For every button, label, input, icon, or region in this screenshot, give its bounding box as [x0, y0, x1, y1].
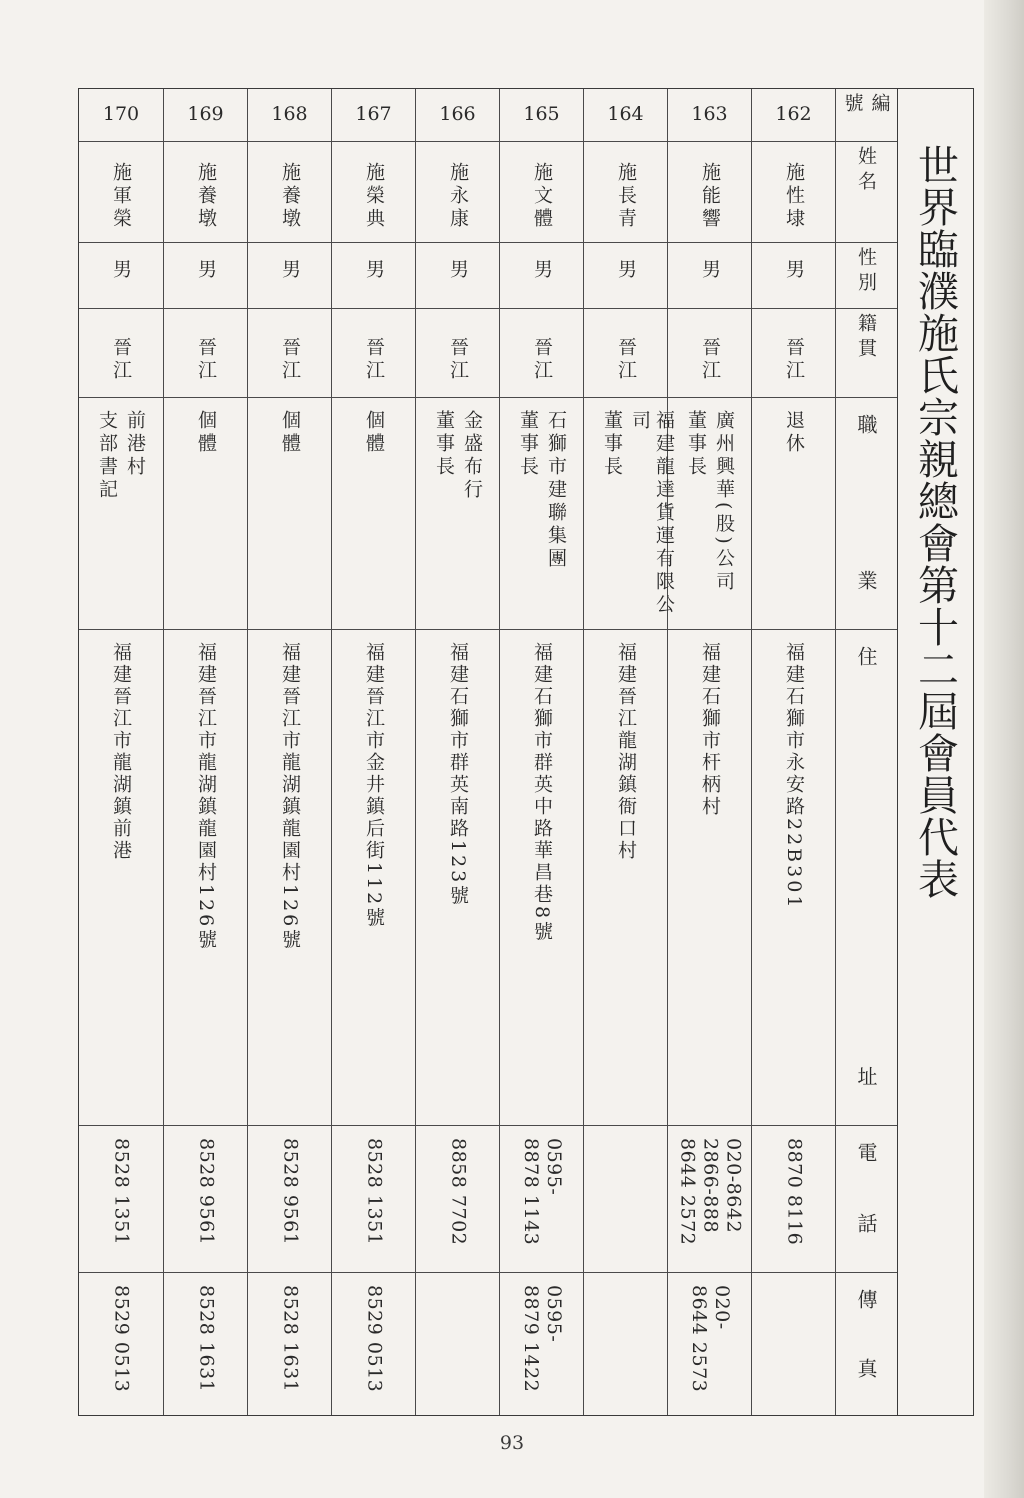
member-table [78, 88, 974, 1416]
member-address: 福建晉江市金井鎮后街112號 [363, 642, 385, 930]
occupation-line: 董事長 [685, 410, 707, 479]
member-name-cell [584, 141, 667, 242]
occupation-cell [500, 397, 583, 629]
member-native-place-cell [79, 308, 163, 397]
member-phone: 020-8642 2866-888 8644 2572 [676, 1138, 745, 1246]
occupation-line: 廣州興華(股)公司 [713, 410, 735, 594]
phone-cell [164, 1125, 247, 1272]
member-native-place: 晉江 [447, 337, 469, 383]
member-gender: 男 [699, 259, 721, 282]
member-phone: 8528 9561 [195, 1138, 218, 1246]
member-fax: 8529 0513 [110, 1285, 133, 1393]
member-column [415, 89, 499, 1415]
member-native-place: 晉江 [110, 337, 132, 383]
header-gender: 性別 [855, 247, 877, 297]
member-column [163, 89, 247, 1415]
header-address-cell [836, 629, 897, 1125]
member-name: 施養墩 [279, 162, 301, 231]
member-native-place: 晉江 [531, 337, 553, 383]
occupation-cell [248, 397, 331, 629]
title-column [897, 89, 973, 1415]
member-column [499, 89, 583, 1415]
occupation-line: 個體 [279, 410, 301, 456]
member-address: 福建晉江市龍湖鎮龍園村126號 [279, 642, 301, 952]
member-address: 福建石獅市群英中路華昌巷8號 [531, 642, 553, 944]
phone-cell [668, 1125, 751, 1272]
address-cell [332, 629, 415, 1125]
fax-cell [248, 1272, 331, 1417]
member-number: 169 [187, 103, 224, 125]
address-cell [248, 629, 331, 1125]
address-cell [668, 629, 751, 1125]
header-gender-cell [836, 242, 897, 308]
member-name-cell [332, 141, 415, 242]
member-name: 施文體 [531, 162, 553, 231]
member-native-place: 晉江 [363, 337, 385, 383]
member-name: 施榮典 [363, 162, 385, 231]
member-number: 168 [271, 103, 308, 125]
member-native-place-cell [668, 308, 751, 397]
member-address: 福建石獅市群英南路123號 [447, 642, 469, 908]
member-native-place: 晉江 [615, 337, 637, 383]
member-gender-cell [248, 242, 331, 308]
member-fax: 020- 8644 2573 [688, 1285, 733, 1393]
member-gender: 男 [363, 259, 385, 282]
occupation-cell [332, 397, 415, 629]
occupation-cell [668, 397, 751, 629]
member-gender-cell [164, 242, 247, 308]
occupation-line: 董事長 [517, 410, 539, 479]
member-gender: 男 [615, 259, 637, 282]
member-name-cell [668, 141, 751, 242]
member-native-place-cell [584, 308, 667, 397]
address-cell [416, 629, 499, 1125]
member-address: 福建石獅市杆柄村 [699, 642, 721, 818]
member-name-cell [248, 141, 331, 242]
member-native-place-cell [332, 308, 415, 397]
fax-cell [584, 1272, 667, 1417]
occupation-line: 個體 [195, 410, 217, 456]
member-native-place-cell [752, 308, 835, 397]
member-phone: 8528 9561 [279, 1138, 302, 1246]
number-cell [332, 89, 415, 141]
number-cell [752, 89, 835, 141]
occupation-line: 董事長 [601, 410, 623, 479]
member-native-place: 晉江 [699, 337, 721, 383]
member-name-cell [500, 141, 583, 242]
occupation-line: 金盛布行 [461, 410, 483, 502]
fax-cell [500, 1272, 583, 1417]
member-gender-cell [500, 242, 583, 308]
occupation-line: 福建龍達貨運有限公司 [629, 410, 675, 617]
member-gender: 男 [783, 259, 805, 282]
occupation-line: 退休 [783, 410, 805, 456]
header-name-cell [836, 141, 897, 242]
fax-cell [164, 1272, 247, 1417]
member-fax: 8528 1631 [195, 1285, 218, 1393]
occupation-line: 前港村 [124, 410, 146, 479]
fax-cell [752, 1272, 835, 1417]
occupation-line: 支部書記 [96, 410, 118, 502]
member-gender: 男 [110, 259, 132, 282]
member-native-place: 晉江 [195, 337, 217, 383]
header-phone-bottom: 話 [854, 1213, 878, 1245]
member-phone: 8870 8116 [783, 1138, 806, 1246]
member-gender: 男 [195, 259, 217, 282]
phone-cell [79, 1125, 163, 1272]
occupation-line: 石獅市建聯集團 [545, 410, 567, 571]
fax-cell [416, 1272, 499, 1417]
member-number: 162 [775, 103, 812, 125]
member-column [247, 89, 331, 1415]
member-fax: 0595- 8879 1422 [520, 1285, 565, 1393]
member-name: 施性埭 [783, 162, 805, 231]
address-cell [752, 629, 835, 1125]
header-occupation-cell [836, 397, 897, 629]
member-native-place: 晉江 [783, 337, 805, 383]
member-phone: 8528 1351 [110, 1138, 133, 1246]
phone-cell [248, 1125, 331, 1272]
number-cell [79, 89, 163, 141]
page-number: 93 [499, 1432, 525, 1454]
member-number: 165 [523, 103, 560, 125]
number-cell [500, 89, 583, 141]
member-column [667, 89, 751, 1415]
header-address-top: 住 [854, 646, 878, 678]
member-name-cell [79, 141, 163, 242]
number-cell [164, 89, 247, 141]
member-gender-cell [668, 242, 751, 308]
number-cell [416, 89, 499, 141]
member-gender-cell [416, 242, 499, 308]
fax-cell [79, 1272, 163, 1417]
member-number: 164 [607, 103, 644, 125]
page-title: 世界臨濮施氏宗親總會第十二屆會員代表 [911, 144, 959, 900]
phone-cell [332, 1125, 415, 1272]
member-fax: 8529 0513 [363, 1285, 386, 1393]
occupation-cell [164, 397, 247, 629]
header-number-cell [836, 89, 897, 141]
member-gender: 男 [279, 259, 301, 282]
member-gender: 男 [531, 259, 553, 282]
number-cell [668, 89, 751, 141]
member-address: 福建石獅市永安路22B301 [783, 642, 805, 911]
member-native-place-cell [248, 308, 331, 397]
member-phone: 8858 7702 [447, 1138, 470, 1246]
member-name-cell [164, 141, 247, 242]
number-cell [584, 89, 667, 141]
header-native-place-cell [836, 308, 897, 397]
member-column [583, 89, 675, 1415]
member-native-place-cell [164, 308, 247, 397]
header-phone-cell [836, 1125, 897, 1272]
header-name: 姓名 [855, 146, 877, 196]
header-occupation-top: 職 [854, 414, 878, 446]
header-number: 編號 [841, 93, 891, 118]
member-gender: 男 [447, 259, 469, 282]
member-fax: 8528 1631 [279, 1285, 302, 1393]
member-name: 施能響 [699, 162, 721, 231]
member-native-place-cell [500, 308, 583, 397]
member-address: 福建晉江市龍湖鎮龍園村126號 [195, 642, 217, 952]
member-gender-cell [752, 242, 835, 308]
address-cell [164, 629, 247, 1125]
occupation-line: 個體 [363, 410, 385, 456]
header-column [835, 89, 897, 1415]
member-column [751, 89, 835, 1415]
member-name: 施軍榮 [110, 162, 132, 231]
member-column [79, 89, 163, 1415]
header-fax-bottom: 真 [854, 1358, 878, 1390]
member-name: 施長青 [615, 162, 637, 231]
member-column [331, 89, 415, 1415]
member-phone: 8528 1351 [363, 1138, 386, 1246]
member-phone: 0595- 8878 1143 [520, 1138, 565, 1246]
member-name: 施養墩 [195, 162, 217, 231]
fax-cell [668, 1272, 751, 1417]
header-occupation-bottom: 業 [854, 570, 878, 602]
occupation-cell [584, 397, 675, 629]
member-name-cell [416, 141, 499, 242]
number-cell [248, 89, 331, 141]
member-number: 170 [102, 103, 140, 125]
occupation-line: 董事長 [433, 410, 455, 479]
member-gender-cell [79, 242, 163, 308]
phone-cell [752, 1125, 835, 1272]
member-address: 福建晉江龍湖鎮衙口村 [615, 642, 637, 862]
phone-cell [500, 1125, 583, 1272]
member-number: 166 [439, 103, 476, 125]
phone-cell [584, 1125, 667, 1272]
fax-cell [332, 1272, 415, 1417]
address-cell [79, 629, 163, 1125]
header-fax-top: 傳 [854, 1289, 878, 1321]
member-native-place: 晉江 [279, 337, 301, 383]
member-address: 福建晉江市龍湖鎮前港 [110, 642, 132, 862]
member-name: 施永康 [447, 162, 469, 231]
header-address-bottom: 址 [854, 1066, 878, 1098]
member-gender-cell [584, 242, 667, 308]
member-number: 163 [691, 103, 728, 125]
address-cell [500, 629, 583, 1125]
header-phone-top: 電 [854, 1142, 878, 1174]
occupation-cell [416, 397, 499, 629]
member-native-place-cell [416, 308, 499, 397]
phone-cell [416, 1125, 499, 1272]
page-edge [984, 0, 1024, 1498]
member-gender-cell [332, 242, 415, 308]
member-name-cell [752, 141, 835, 242]
header-native-place: 籍貫 [855, 313, 877, 363]
occupation-cell [79, 397, 163, 629]
address-cell [584, 629, 667, 1125]
occupation-cell [752, 397, 835, 629]
member-number: 167 [355, 103, 392, 125]
header-fax-cell [836, 1272, 897, 1417]
